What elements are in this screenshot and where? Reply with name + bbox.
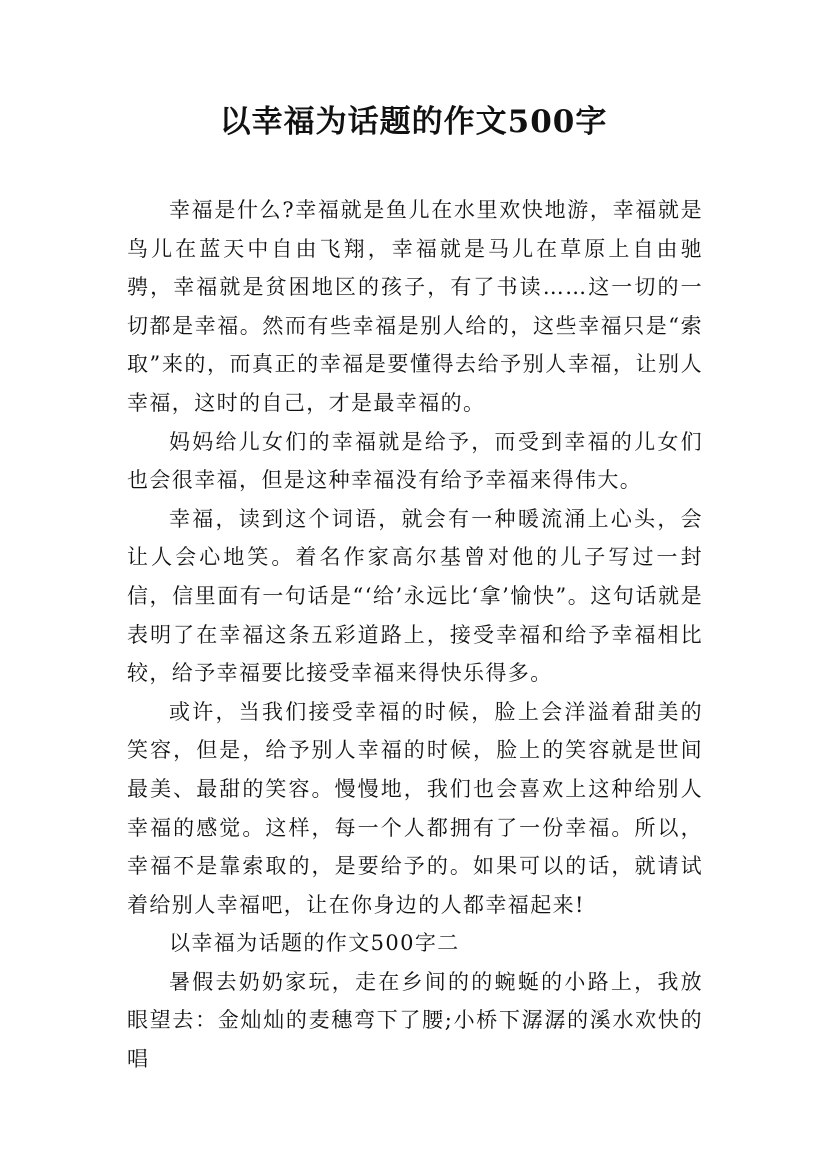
paragraph: 幸福是什么?幸福就是鱼儿在水里欢快地游，幸福就是鸟儿在蓝天中自由飞翔，幸福就是马儿在草原上自由驰骋，幸福就是贫困地区的孩子，有了书读……这一切的一切都是幸福。然而有些幸福是别人给的，这些幸福只是“索取”来的，而真正的幸福是要懂得去给予别人幸福，让别人幸福，这时的自己，才是最幸福的。 xyxy=(127,198,703,415)
document-title: 以幸福为话题的作文500字 xyxy=(219,104,608,140)
paragraph: 幸福，读到这个词语，就会有一种暖流涌上心头，会让人会心地笑。着名作家高尔基曾对他的儿子写过一封信，信里面有一句话是“‘给’永远比‘拿’愉快”。这句话就是表明了在幸福这条五彩道路上，接受幸福和给予幸福相比较，给予幸福要比接受幸福来得快乐得多。 xyxy=(127,506,703,686)
paragraph: 暑假去奶奶家玩，走在乡间的的蜿蜒的小路上，我放眼望去：金灿灿的麦穗弯下了腰;小桥下潺潺的溪水欢快的唱 xyxy=(127,969,703,1072)
document-body xyxy=(127,191,703,1079)
paragraph: 妈妈给儿女们的幸福就是给予，而受到幸福的儿女们也会很幸福，但是这种幸福没有给予幸福来得伟大。 xyxy=(127,429,703,493)
section-heading: 以幸福为话题的作文500字二 xyxy=(169,931,460,956)
paragraph: 或许，当我们接受幸福的时候，脸上会洋溢着甜美的笑容，但是，给予别人幸福的时候，脸上的笑容就是世间最美、最甜的笑容。慢慢地，我们也会喜欢上这种给别人幸福的感觉。这样，每一个人都拥有了一份幸福。所以，幸福不是靠索取的，是要给予的。如果可以的话，就请试着给别人幸福吧，让在你身边的人都幸福起来! xyxy=(127,699,703,917)
